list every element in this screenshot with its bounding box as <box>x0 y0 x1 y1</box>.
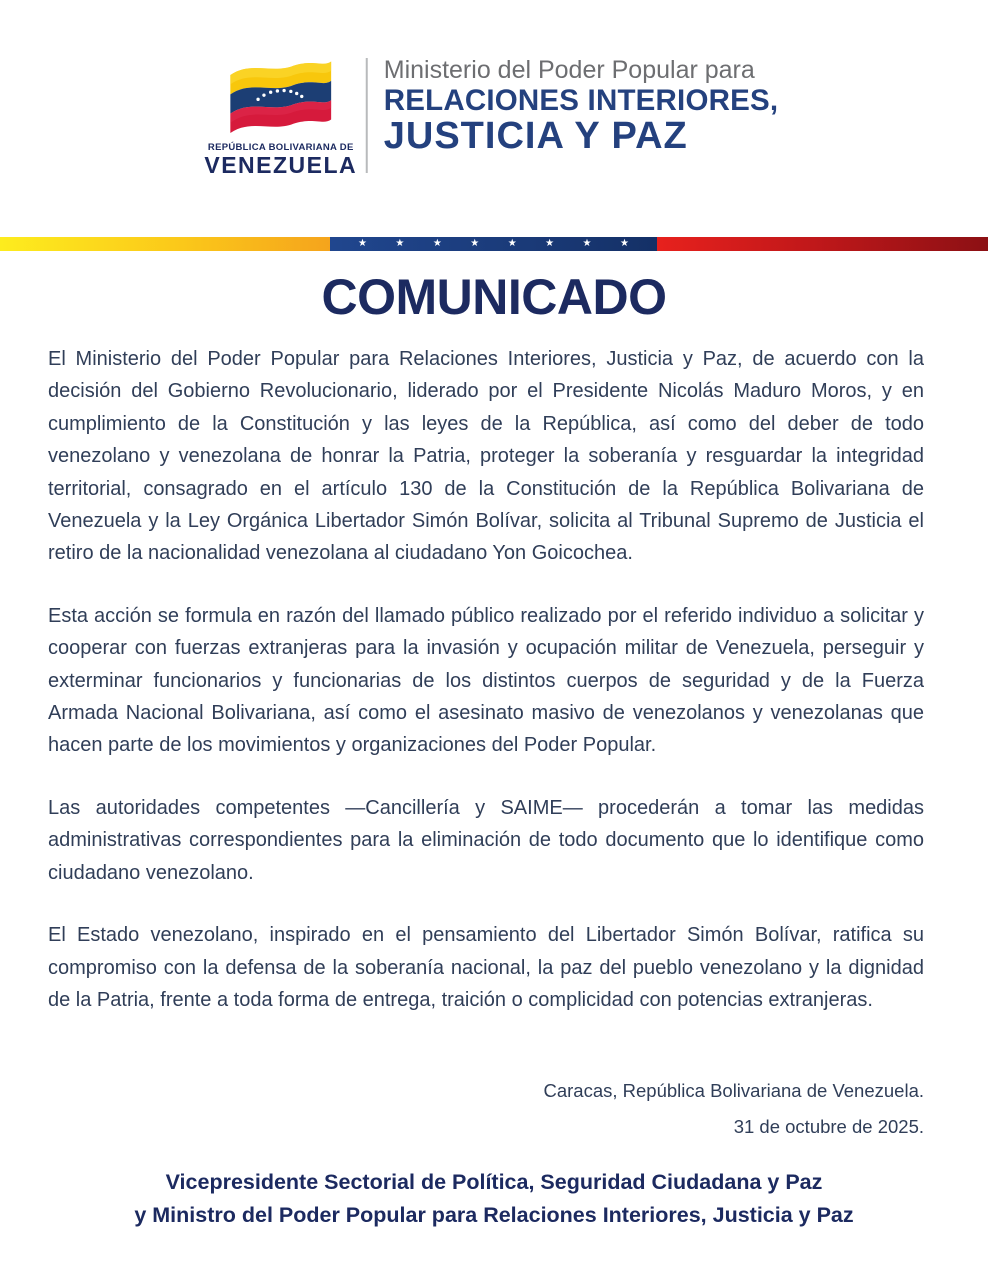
star-icon: ★ <box>545 238 555 249</box>
venezuela-logo <box>204 54 358 178</box>
star-icon: ★ <box>358 238 367 249</box>
band-blue-stripe <box>330 237 657 251</box>
star-icon: ★ <box>470 238 480 249</box>
page-title: COMUNICADO <box>321 269 667 325</box>
closing-place: Caracas, República Bolivariana de Venezuela. <box>543 1080 924 1101</box>
star-icon: ★ <box>395 238 405 249</box>
star-icon: ★ <box>432 238 442 249</box>
ministry-name-line1: Ministerio del Poder Popular para <box>383 56 755 84</box>
paragraph-2: Esta acción se formula en razón del llamado público realizado por el referido individuo a solicitar y cooperar con fuerzas extranjeras para la invasión y ocupación militar de Venezuela, perseguir y exterminar funcionarios y funcionarias de los distintos cuerpos de seguridad y de la Fuerza Armada Nacional Bolivariana, así como el asesinato masivo de venezolanos y venezolanas que hacen parte de los movimientos y organizaciones del Poder Popular. <box>48 604 924 757</box>
star-icon: ★ <box>507 238 517 249</box>
tricolor-band <box>0 237 988 251</box>
closing-date: 31 de octubre de 2025. <box>733 1116 924 1137</box>
star-icon: ★ <box>619 238 629 249</box>
header-divider <box>366 58 368 173</box>
communique-body <box>0 343 988 1046</box>
ministry-name-line2: RELACIONES INTERIORES, <box>383 83 779 117</box>
signature-block <box>0 1166 988 1232</box>
star-icon: ★ <box>582 238 592 249</box>
venezuela-flag-icon <box>215 54 347 138</box>
document-header <box>204 54 779 178</box>
signature-line1: Vicepresidente Sectorial de Política, Seguridad Ciudadana y Paz <box>165 1170 823 1194</box>
closing-block <box>0 1080 988 1138</box>
paragraph-4: El Estado venezolano, inspirado en el pensamiento del Libertador Simón Bolívar, ratifica su compromiso con la defensa de la soberanía nacional, la paz del pueblo venezolano y la dignidad de la Patria, frente a toda forma de entrega, traición o complicidad con potencias extranjeras. <box>48 924 924 1011</box>
country-name-large: VENEZUELA <box>204 152 358 178</box>
ministry-name <box>384 54 779 177</box>
signature-line2: y Ministro del Poder Popular para Relaciones Interiores, Justicia y Paz <box>134 1203 854 1227</box>
paragraph-1: El Ministerio del Poder Popular para Relaciones Interiores, Justicia y Paz, de acuerdo con la decisión del Gobierno Revolucionario, liderado por el Presidente Nicolás Maduro Moros, y en cumplimiento de la Constitución y las leyes de la República, así como del deber de todo venezolano y venezolana de honrar la Patria, proteger la soberanía y resguardar la integridad territorial, consagrado en el artículo 130 de la Constitución de la República Bolivariana de Venezuela y la Ley Orgánica Libertador Simón Bolívar, solicita al Tribunal Supremo de Justicia el retiro de la nacionalidad venezolana al ciudadano Yon Goicochea. <box>48 348 924 565</box>
band-yellow-stripe <box>0 237 330 251</box>
country-name-small: REPÚBLICA BOLIVARIANA DE <box>207 142 354 153</box>
ministry-name-line3: JUSTICIA Y PAZ <box>383 115 688 158</box>
band-red-stripe <box>657 237 988 251</box>
paragraph-3: Las autoridades competentes —Cancillería y SAIME— procederán a tomar las medidas administrativas correspondientes para la eliminación de todo documento que lo identifique como ciudadano venezolano. <box>48 796 924 884</box>
